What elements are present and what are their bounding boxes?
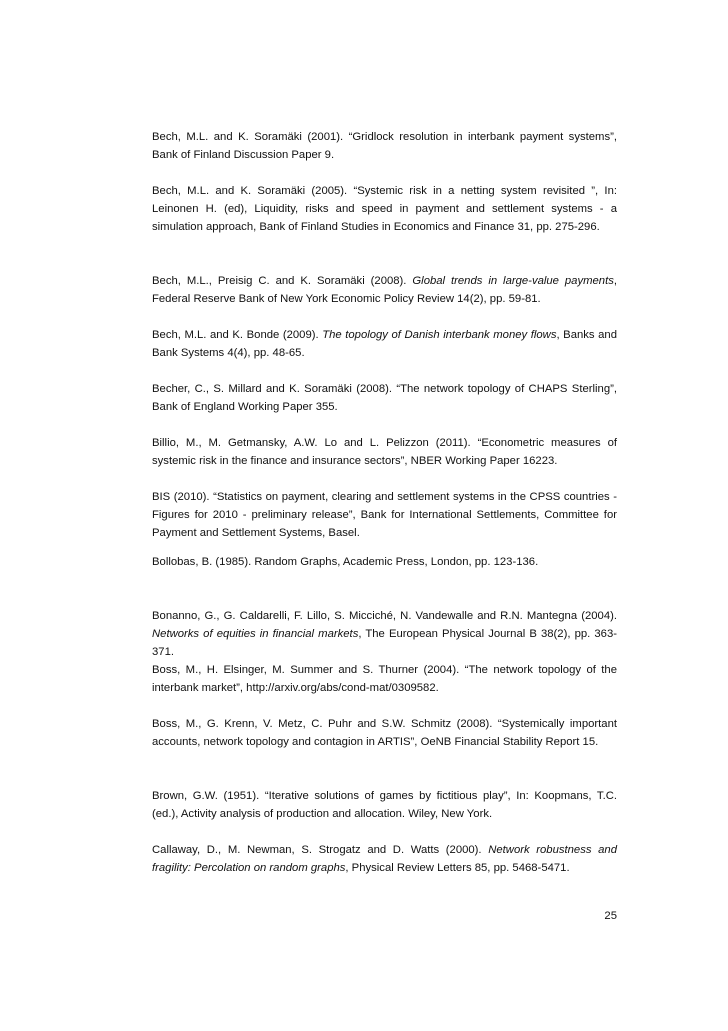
reference-text: Brown, G.W. (1951). “Iterative solutions of games by fictitious play”, In: Koopmans, T.C. (ed.), Activity analysis of production and allocation. Wiley, New York.: [152, 790, 617, 820]
reference-entry: [152, 128, 617, 164]
reference-text: Bonanno, G., G. Caldarelli, F. Lillo, S. Micciché, N. Vandewalle and R.N. Mantegna (2004).: [152, 610, 617, 622]
reference-entry: [152, 607, 617, 661]
reference-entry: [152, 553, 617, 571]
reference-text: Becher, C., S. Millard and K. Soramäki (2008). “The network topology of CHAPS Sterling”, Bank of England Working Paper 355.: [152, 383, 617, 413]
reference-title: Global trends in large-value payments: [412, 275, 614, 287]
reference-text: Bollobas, B. (1985). Random Graphs, Academic Press, London, pp. 123-136.: [152, 556, 539, 568]
reference-entry: [152, 182, 617, 236]
reference-entry: [152, 488, 617, 542]
reference-text: Billio, M., M. Getmansky, A.W. Lo and L. Pelizzon (2011). “Econometric measures of systemic risk in the finance and insurance sectors”, NBER Working Paper 16223.: [152, 437, 617, 467]
reference-text: Boss, M., G. Krenn, V. Metz, C. Puhr and S.W. Schmitz (2008). “Systemically important accounts, network topology and contagion in ARTIS”, OeNB Financial Stability Report 15.: [152, 718, 617, 748]
reference-text: Boss, M., H. Elsinger, M. Summer and S. Thurner (2004). “The network topology of the interbank market”, http://arxiv.org/abs/cond-mat/0309582.: [152, 664, 617, 694]
reference-text: , Physical Review Letters 85, pp. 5468-5471.: [345, 862, 570, 874]
reference-text: BIS (2010). “Statistics on payment, clearing and settlement systems in the CPSS countries - Figures for 2010 - preliminary release”, Bank for International Settlements, Committee for Payment and Settlement Systems, Basel.: [152, 491, 617, 539]
reference-text: Callaway, D., M. Newman, S. Strogatz and D. Watts (2000).: [152, 844, 489, 856]
page-number: 25: [604, 910, 617, 922]
reference-entry: [152, 841, 617, 877]
reference-text: Bech, M.L. and K. Bonde (2009).: [152, 329, 323, 341]
reference-text: Bech, M.L. and K. Soramäki (2005). “Systemic risk in a netting system revisited ”, In: Leinonen H. (ed), Liquidity, risks and speed in payment and settlement systems - a simulation approach, Bank of Finland Studies in Economics and Finance 31, pp. 275-296.: [152, 185, 617, 233]
reference-text: , Federal Reserve Bank of New York Economic Policy Review 14(2), pp. 59-81.: [152, 275, 618, 305]
reference-entry: [152, 434, 617, 470]
reference-text: , The European Physical Journal B 38(2), pp. 363-371.: [152, 628, 617, 658]
reference-text: Bech, M.L., Preisig C. and K. Soramäki (2008).: [152, 275, 413, 287]
reference-entry: [152, 326, 617, 362]
reference-text: , Banks and Bank Systems 4(4), pp. 48-65.: [152, 329, 617, 359]
reference-title: Network robustness and fragility: Percolation on random graphs: [152, 844, 617, 874]
reference-entry: [152, 272, 617, 308]
reference-entry: [152, 787, 617, 823]
reference-entry: [152, 715, 617, 751]
reference-text: Bech, M.L. and K. Soramäki (2001). “Gridlock resolution in interbank payment systems”, Bank of Finland Discussion Paper 9.: [152, 131, 617, 161]
reference-title: The topology of Danish interbank money flows: [322, 329, 557, 341]
reference-title: Networks of equities in financial markets: [152, 628, 359, 640]
reference-entry: [152, 661, 617, 697]
reference-entry: [152, 380, 617, 416]
